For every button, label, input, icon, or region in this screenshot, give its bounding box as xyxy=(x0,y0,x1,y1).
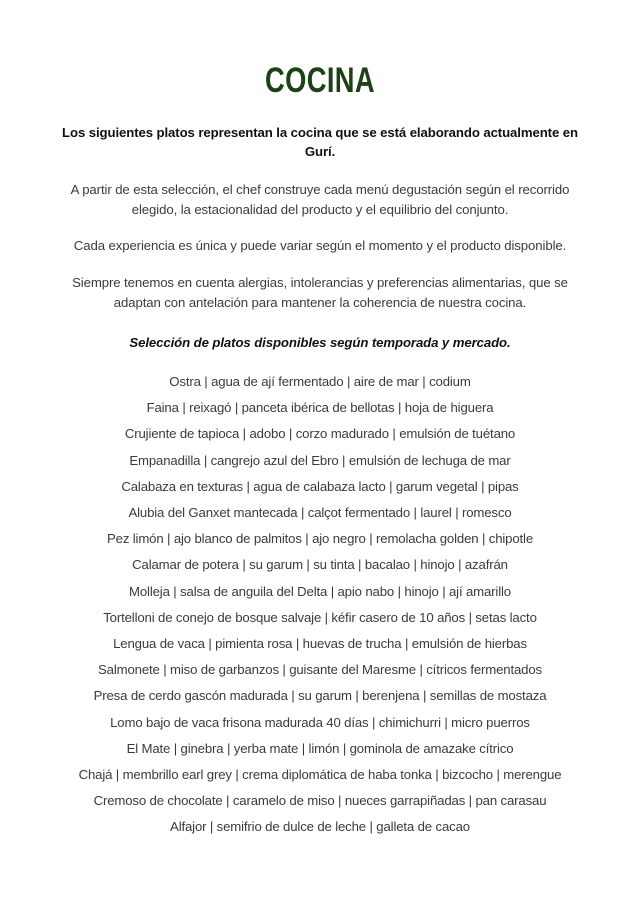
list-item: Alfajor | semifrio de dulce de leche | galleta de cacao xyxy=(170,819,470,835)
intro-section xyxy=(56,123,584,352)
list-item: Tortelloni de conejo de bosque salvaje | kéfir casero de 10 años | setas lacto xyxy=(103,609,537,625)
page-title: COCINA xyxy=(264,61,376,100)
list-item: Empanadilla | cangrejo azul del Ebro | emulsión de lechuga de mar xyxy=(129,452,511,468)
list-item: Presa de cerdo gascón madurada | su garum | berenjena | semillas de mostaza xyxy=(93,688,547,704)
selection-note: Selección de platos disponibles según temporada y mercado. xyxy=(129,334,511,350)
list-item: Molleja | salsa de anguila del Delta | apio nabo | hinojo | ají amarillo xyxy=(129,583,511,599)
dish-list xyxy=(56,369,584,841)
list-item: Ostra | agua de ají fermentado | aire de mar | codium xyxy=(169,373,471,389)
list-item: Alubia del Ganxet mantecada | calçot fermentado | laurel | romesco xyxy=(128,504,512,520)
intro-paragraph-1: A partir de esta selección, el chef construye cada menú degustación según el recorrido elegido, la estacionalidad del producto y el equilibrio del conjunto. xyxy=(70,181,570,217)
list-item: El Mate | ginebra | yerba mate | limón | gominola de amazake cítrico xyxy=(126,740,514,756)
intro-paragraph-3: Siempre tenemos en cuenta alergias, intolerancias y preferencias alimentarias, que se adaptan con antelación para mantener la coherencia de nuestra cocina. xyxy=(72,275,568,310)
list-item: Lomo bajo de vaca frisona madurada 40 días | chimichurri | micro puerros xyxy=(110,714,530,730)
list-item: Calabaza en texturas | agua de calabaza lacto | garum vegetal | pipas xyxy=(121,478,519,494)
list-item: Salmonete | miso de garbanzos | guisante del Maresme | cítricos fermentados xyxy=(98,662,542,678)
list-item: Crujiente de tapioca | adobo | corzo madurado | emulsión de tuétano xyxy=(124,426,516,442)
intro-paragraph-2: Cada experiencia es única y puede variar según el momento y el producto disponible. xyxy=(73,238,567,254)
list-item: Pez limón | ajo blanco de palmitos | ajo negro | remolacha golden | chipotle xyxy=(106,531,534,547)
list-item: Chajá | membrillo earl grey | crema diplomática de haba tonka | bizcocho | merengue xyxy=(78,766,562,782)
list-item: Lengua de vaca | pimienta rosa | huevas de trucha | emulsión de hierbas xyxy=(113,635,527,651)
list-item: Calamar de potera | su garum | su tinta | bacalao | hinojo | azafrán xyxy=(132,557,508,573)
list-item: Faina | reixagó | panceta ibérica de bellotas | hoja de higuera xyxy=(146,400,494,416)
intro-lead-paragraph: Los siguientes platos representan la cocina que se está elaborando actualmente en Gurí. xyxy=(62,124,578,159)
list-item: Cremoso de chocolate | caramelo de miso | nueces garrapiñadas | pan carasau xyxy=(93,793,547,809)
